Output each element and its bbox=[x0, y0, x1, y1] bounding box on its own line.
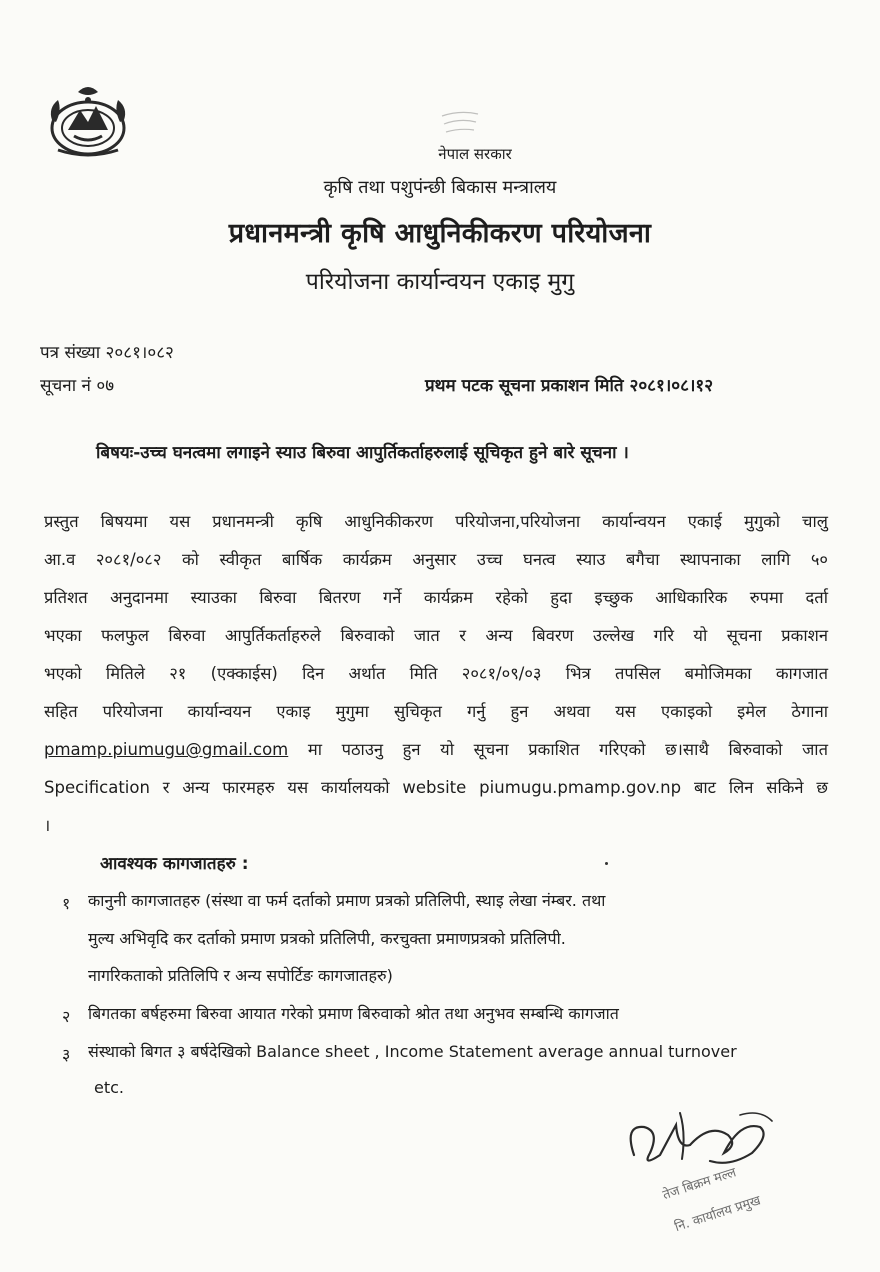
body-line: आ.व २०८१/०८२ को स्वीकृत बार्षिक कार्यक्रम अनुसार उच्च घनत्व स्याउ बगैचा स्थापनाका लागि ५० bbox=[44, 550, 828, 569]
signature-stamp-name: तेज बिक्रम मल्ल bbox=[660, 1165, 739, 1204]
requirement-line: नागरिकताको प्रतिलिपि र अन्य सपोर्टिङ कागजातहरु) bbox=[88, 966, 393, 985]
requirement-number: २ bbox=[62, 1007, 71, 1026]
notice-body bbox=[44, 503, 828, 845]
body-line: प्रस्तुत बिषयमा यस प्रधानमन्त्री कृषि आधुनिकीकरण परियोजना,परियोजना कार्यान्वयन एकाई मुगुको चालु bbox=[44, 512, 828, 531]
body-line-with-email bbox=[44, 731, 828, 769]
body-line-rest: मा पठाउनु हुन यो सूचना प्रकाशित गरिएको छ।साथै बिरुवाको जात bbox=[288, 740, 828, 759]
body-line: प्रतिशत अनुदानमा स्याउका बिरुवा बितरण गर्ने कार्यक्रम रहेको हुदा इच्छुक आधिकारिक रुपमा दर्ता bbox=[44, 588, 828, 607]
requirement-line: etc. bbox=[94, 1078, 124, 1097]
ministry-name: कृषि तथा पशुपंन्छी बिकास मन्त्रालय bbox=[323, 177, 557, 198]
notice-subject: बिषयः-उच्च घनत्वमा लगाइने स्याउ बिरुवा आपुर्तिकर्ताहरुलाई सूचिकृत हुने बारे सूचना । bbox=[96, 443, 629, 463]
faint-seal-mark bbox=[440, 108, 480, 138]
requirement-number: १ bbox=[62, 894, 71, 913]
body-line: । bbox=[44, 816, 51, 835]
requirements-title: आवश्यक कागजातहरु : bbox=[100, 854, 249, 874]
government-name: नेपाल सरकार bbox=[438, 145, 512, 163]
body-line: सहित परियोजना कार्यान्वयन एकाइ मुगुमा सुचिकृत गर्नु हुन अथवा यस एकाइको इमेल ठेगाना bbox=[44, 702, 828, 721]
body-line: भएको मितिले २१ (एक्काईस) दिन अर्थात मिति २०८१/०९/०३ भित्र तपसिल बमोजिमका कागजात bbox=[44, 664, 828, 683]
letter-number: पत्र संख्या २०८१।०८२ bbox=[40, 343, 174, 363]
body-line: Specification र अन्य फारमहरु यस कार्यालयको website piumugu.pmamp.gov.np बाट लिन सकिने छ bbox=[44, 778, 828, 797]
publication-date: प्रथम पटक सूचना प्रकाशन मिति २०८१।०८।१२ bbox=[425, 376, 714, 396]
ink-dot bbox=[605, 862, 608, 865]
requirement-line: संस्थाको बिगत ३ बर्षदेखिको Balance sheet , Income Statement average annual turnover bbox=[88, 1042, 737, 1061]
requirement-number: ३ bbox=[62, 1045, 71, 1064]
body-line: भएका फलफुल बिरुवा आपुर्तिकर्ताहरुले बिरुवाको जात र अन्य बिवरण उल्लेख गरि यो सूचना प्रकाशन bbox=[44, 626, 828, 645]
requirement-line: मुल्य अभिवृदि कर दर्ताको प्रमाण प्रत्रको प्रतिलिपी, करचुक्ता प्रमाणप्रत्रको प्रतिलिपी. bbox=[88, 929, 566, 948]
requirement-line: बिगतका बर्षहरुमा बिरुवा आयात गरेको प्रमाण बिरुवाको श्रोत तथा अनुभव सम्बन्धि कागजात bbox=[88, 1004, 619, 1023]
signature-stamp-title: नि. कार्यालय प्रमुख bbox=[672, 1193, 763, 1236]
notice-number: सूचना नं ०७ bbox=[40, 376, 115, 396]
unit-name: परियोजना कार्यान्वयन एकाइ मुगु bbox=[305, 269, 575, 295]
contact-email-link[interactable]: pmamp.piumugu@gmail.com bbox=[44, 740, 289, 759]
requirement-line: कानुनी कागजातहरु (संस्था वा फर्म दर्ताको प्रमाण प्रत्रको प्रतिलिपी, स्थाइ लेखा नंम्बर. तथा bbox=[88, 891, 606, 910]
project-name: प्रधानमन्त्री कृषि आधुनिकीकरण परियोजना bbox=[228, 218, 652, 249]
